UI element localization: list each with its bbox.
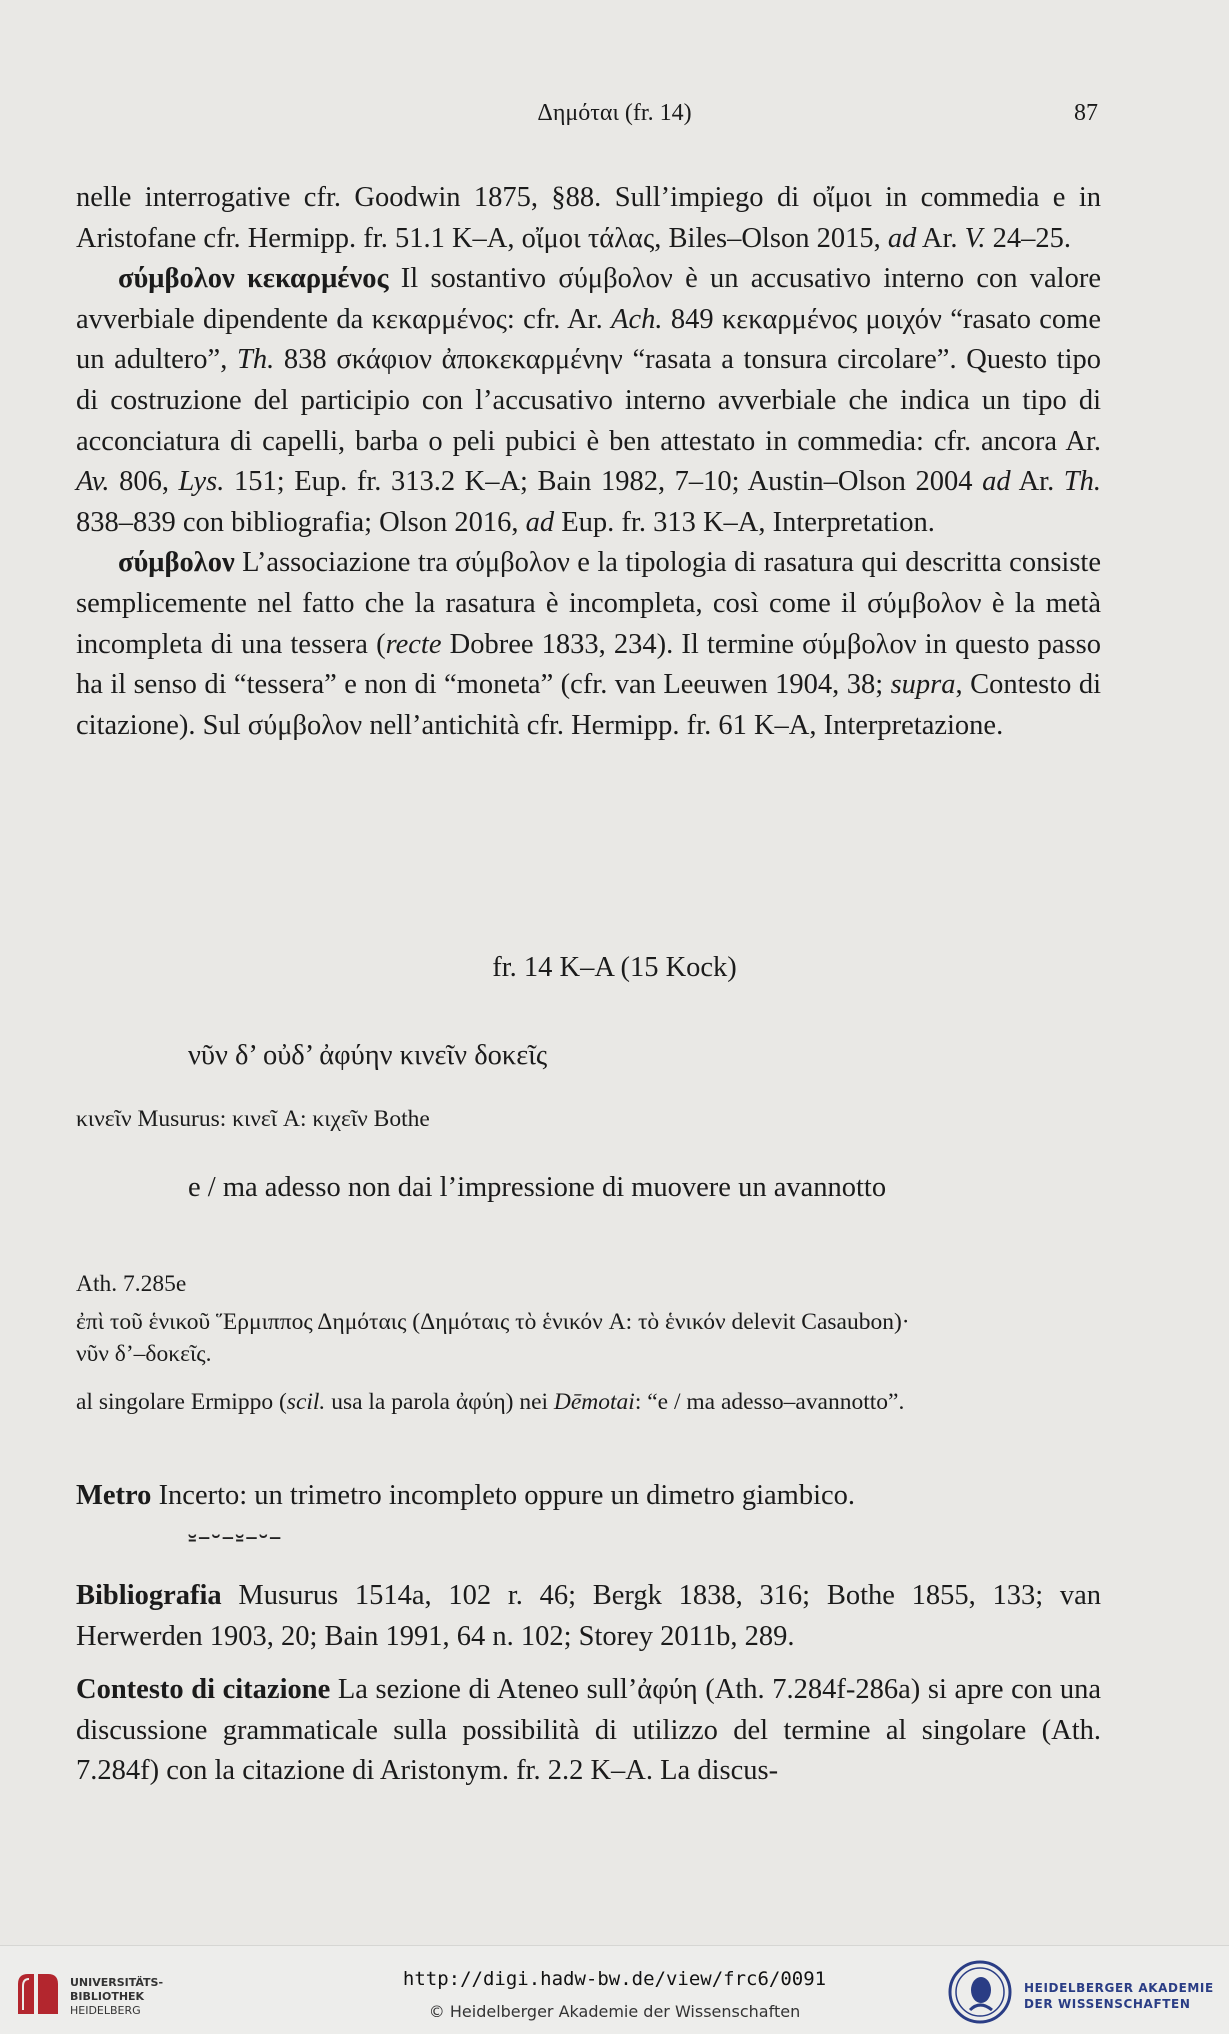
context-section — [76, 1670, 1101, 1792]
running-head: Δημόται (fr. 14) — [537, 100, 692, 126]
text-run: Ar. — [916, 222, 965, 254]
metre-text: Incerto: un trimetro incompleto oppure un dimetro giambico. — [151, 1480, 856, 1511]
text-run: 806, — [109, 466, 179, 498]
text-run: nelle interrogative cfr. Goodwin 1875, §88. Sull’impiego di οἴμοι in commedia e in Aristofane cfr. Hermipp. fr. 51.1 K–A, οἴμοι τάλας, Biles–Olson 2015, — [76, 182, 1101, 254]
lemma: σύμβολον — [118, 547, 235, 579]
text-run: Dobree 1833, 234). Il termine σύμβολον in questo passo ha il senso di “tessera” e non di “moneta” (cfr. van Leeuwen 1904, 38; — [76, 628, 1101, 701]
metre-section — [76, 1480, 1101, 1512]
text-run: : “e / ma adesso–avannotto”. — [634, 1389, 905, 1415]
metre-label: Metro — [76, 1480, 152, 1511]
hadw-logo-text — [1024, 1980, 1214, 2012]
text-run: al singolare Ermippo ( — [76, 1389, 287, 1415]
context-label: Contesto di citazione — [76, 1674, 331, 1705]
bibliography-label: Bibliografia — [76, 1580, 222, 1611]
text-run: L’associazione tra σύμβολον e la tipologia di rasatura qui descritta consiste semplicemente nel fatto che la rasatura è incompleta, così come il σύμβολον è la metà incompleta di una tessera ( — [76, 547, 1101, 660]
source-greek-line-2: νῦν δ’–δοκεῖς. — [76, 1341, 212, 1367]
context-text: La sezione di Ateneo sull’ἀφύη (Ath. 7.284f-286a) si apre con una discussione grammaticale sulla possibilità di utilizzo del termine al singolare (Ath. 7.284f) con la citazione di Aristonym. fr. 2.2 K–A. La discus- — [76, 1674, 1101, 1787]
italic-run: Th. — [1063, 466, 1101, 498]
text-run: 838 σκάφιον ἀποκεκαρμένην “rasata a tonsura circolare”. Questo tipo di costruzione del participio con l’accusativo interno avverbiale che indica un tipo di acconciatura di capelli, barba o peli pubici è ben attestato in commedia: cfr. ancora Ar. — [76, 344, 1101, 457]
text-run: 838–839 con bibliografia; Olson 2016, — [76, 506, 526, 538]
italic-run: ad — [982, 466, 1011, 498]
academy-seal-icon — [948, 1960, 1012, 2024]
fragment-heading: fr. 14 K–A (15 Kock) — [492, 952, 737, 983]
text-run: 151; Eup. fr. 313.2 K–A; Bain 1982, 7–10; Austin–Olson 2004 — [224, 466, 983, 498]
italic-run: Dēmotai — [553, 1389, 635, 1415]
text-run: Il sostantivo σύμβολον è un accusativo interno con valore avverbiale dipendente da κεκαρμένος: cfr. Ar. — [76, 263, 1101, 335]
italic-run: Av. — [76, 466, 110, 498]
text-run: usa la parola ἀφύη) nei — [325, 1389, 554, 1415]
metrical-scheme: ⏓–⏑–⏓–⏑– — [188, 1522, 283, 1552]
source-reference: Ath. 7.285e — [76, 1271, 187, 1297]
critical-apparatus: κινεῖν Musurus: κινεῖ A: κιχεῖν Bothe — [76, 1106, 430, 1132]
text-run: Ar. — [1010, 466, 1064, 498]
text-run: 849 κεκαρμένος μοιχόν “rasato come un adultero”, — [76, 303, 1102, 376]
hadw-line: HEIDELBERGER AKADEMIE — [1024, 1981, 1214, 1995]
italic-run: recte — [385, 628, 442, 660]
text-run: 24–25. — [985, 222, 1072, 254]
copyright-notice: © Heidelberger Akademie der Wissenschaften — [428, 2002, 801, 2021]
hadw-logo — [948, 1960, 1218, 2024]
italic-run: supra — [890, 669, 956, 701]
commentary-paragraph-2 — [76, 259, 1101, 543]
italic-run: ad — [525, 506, 555, 538]
ub-line: BIBLIOTHEK — [70, 1990, 145, 2003]
hadw-line: DER WISSENSCHAFTEN — [1024, 1997, 1191, 2011]
ub-line: HEIDELBERG — [70, 2004, 141, 2017]
commentary-section — [76, 178, 1101, 746]
permalink[interactable]: http://digi.hadw-bw.de/view/frc6/0091 — [402, 1968, 827, 1990]
text-run: , Contesto di citazione). Sul σύμβολον nell’antichità cfr. Hermipp. fr. 61 K–A, Interpretazione. — [76, 669, 1101, 741]
bibliography-section — [76, 1576, 1101, 1657]
italic-run: Th. — [237, 344, 275, 376]
commentary-paragraph-1 — [76, 178, 1101, 259]
bibliography-text: Musurus 1514a, 102 r. 46; Bergk 1838, 316; Bothe 1855, 133; van Herwerden 1903, 20; Bain 1991, 64 n. 102; Storey 2011b, 289. — [76, 1580, 1101, 1652]
lemma: σύμβολον κεκαρμένος — [118, 263, 389, 295]
page-number: 87 — [1074, 100, 1098, 126]
italic-run: Ach. — [611, 303, 663, 335]
italic-run: Lys. — [178, 466, 225, 498]
source-greek-line-1: ἐπὶ τοῦ ἑνικοῦ Ἕρμιππος Δημόταις (Δημόταις τὸ ἑνικόν A: τὸ ἑνικόν delevit Casaubon)· — [76, 1309, 910, 1335]
viewer-footer — [0, 1945, 1229, 2034]
commentary-paragraph-3 — [76, 543, 1101, 746]
ub-line: UNIVERSITÄTS- — [70, 1976, 164, 1989]
fragment-translation: e / ma adesso non dai l’impressione di muovere un avannotto — [188, 1172, 887, 1203]
italic-run: V. — [964, 222, 986, 254]
text-run: Eup. fr. 313 K–A, Interpretation. — [554, 506, 935, 538]
italic-run: scil. — [286, 1389, 326, 1415]
italic-run: ad — [887, 222, 917, 254]
fragment-greek-text: νῦν δ’ οὐδ’ ἀφύην κινεῖν δοκεῖς — [188, 1040, 548, 1071]
source-translation — [76, 1386, 1101, 1418]
